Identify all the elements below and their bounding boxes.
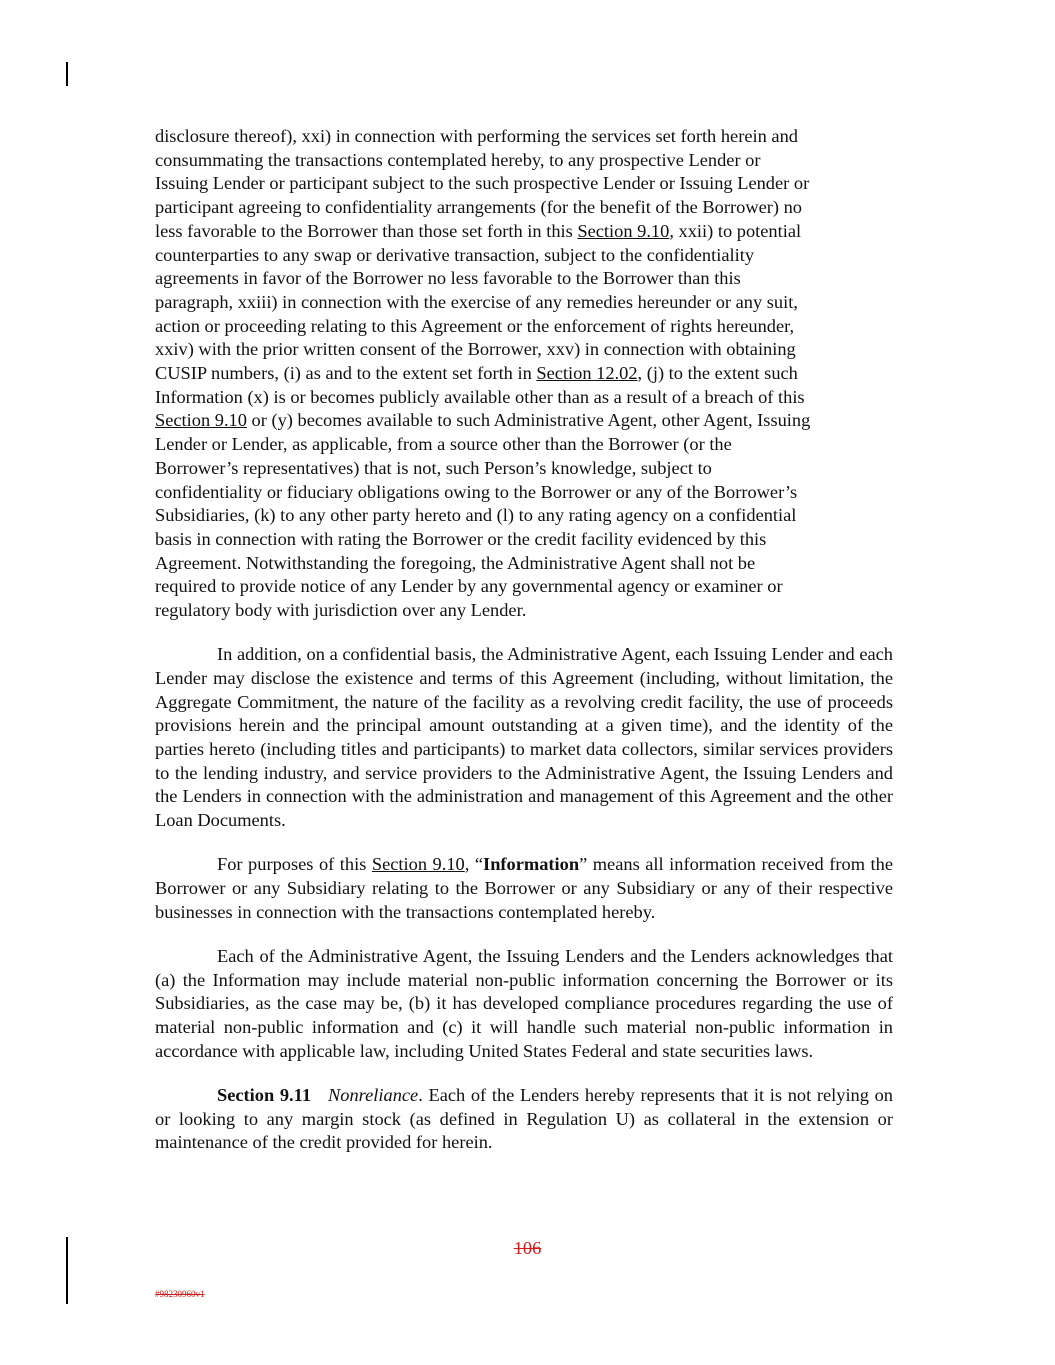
section-9-11-nonreliance [155, 1084, 893, 1155]
text-line: confidentiality or fiduciary obligations owing to the Borrower or any of the Borrower’s [155, 481, 798, 502]
text-line: Borrower’s representatives) that is not, such Person’s knowledge, subject to [155, 457, 712, 478]
text-line: Information (x) is or becomes publicly available other than as a result of a breach of this [155, 386, 805, 407]
text-line: agreements in favor of the Borrower no less favorable to the Borrower than this [155, 268, 741, 289]
text-line: Lender or Lender, as applicable, from a source other than the Borrower (or the [155, 434, 732, 455]
text-line: xxiv) with the prior written consent of the Borrower, xxv) in connection with obtaining [155, 339, 796, 360]
text-line: action or proceeding relating to this Agreement or the enforcement of rights hereunder, [155, 315, 795, 336]
text-line: Issuing Lender or participant subject to the such prospective Lender or Issuing Lender or [155, 173, 810, 194]
text-line: regulatory body with jurisdiction over any Lender. [155, 600, 527, 621]
text-run: , “ [464, 854, 484, 875]
text-line: Subsidiaries, (k) to any other party hereto and (l) to any rating agency on a confidential [155, 505, 797, 526]
paragraph-acknowledgement: Each of the Administrative Agent, the Issuing Lenders and the Lenders acknowledges that (a) the Information may include material non-public information concerning the Borrower or its Subsidiaries, as the case may be, (b) it has developed compliance procedures regarding the use of material non-public information and (c) it will handle such material non-public information in accordance with applicable law, including United States Federal and state securities laws. [155, 946, 893, 1061]
section-reference-9-10: Section 9.10 [577, 220, 670, 241]
text-line: CUSIP numbers, (i) as and to the extent set forth in [155, 363, 537, 384]
text-line: Agreement. Notwithstanding the foregoing, the Administrative Agent shall not be [155, 552, 756, 573]
text-line: , xxii) to potential [669, 220, 802, 241]
section-reference-9-10: Section 9.10 [155, 410, 247, 431]
paragraph-disclosure-list [155, 125, 893, 623]
change-bar-top [66, 62, 68, 86]
text-line: consummating the transactions contemplated hereby, to any prospective Lender or [155, 149, 761, 170]
section-reference-12-02: Section 12.02 [536, 363, 638, 384]
section-title: Nonreliance [327, 1085, 419, 1106]
paragraph-information-definition [155, 853, 893, 924]
page-number: 106 [513, 1238, 542, 1258]
document-id: #98230960v1 [155, 1289, 205, 1299]
text-line: disclosure thereof), xxi) in connection with performing the services set forth herein and [155, 126, 798, 146]
text-run: For purposes of this [217, 854, 372, 875]
text-line: participant agreeing to confidentiality arrangements (for the benefit of the Borrower) no [155, 197, 802, 218]
text-line: , (j) to the extent such [637, 363, 798, 384]
text-line: paragraph, xxiii) in connection with the exercise of any remedies hereunder or any suit, [155, 291, 798, 312]
section-body: . Each of the Lenders hereby represents that it is not relying on or looking to any margin stock (as defined in Regulation U) as collateral in the extension or maintenance of the credit provided for herein. [155, 1085, 893, 1153]
paragraph-market-data-disclosure: In addition, on a confidential basis, the Administrative Agent, each Issuing Lender and each Lender may disclose the existence and terms of this Agreement (including, without limitation, the Aggregate Commitment, the nature of the facility as a revolving credit facility, the use of proceeds provisions herein and the principal amount outstanding at a given time), and the identity of the parties hereto (including titles and participants) to market data collectors, similar services providers to the lending industry, and service providers to the Administrative Agent, the Issuing Lenders and the Lenders in connection with the administration and management of this Agreement and the other Loan Documents. [155, 644, 893, 831]
text-line: basis in connection with rating the Borrower or the credit facility evidenced by this [155, 528, 767, 549]
defined-term: Information [483, 854, 580, 875]
text-line: counterparties to any swap or derivative transaction, subject to the confidentiality [155, 244, 755, 265]
section-number: Section 9.11 [217, 1085, 312, 1106]
section-reference-9-10: Section 9.10 [371, 854, 465, 875]
text-run: ” means all information received from the Borrower or any Subsidiary relating to the Borrower or any Subsidiary or any of their respective businesses in connection with the transactions contemplated hereby. [155, 854, 893, 922]
document-body [155, 125, 893, 1176]
text-line: or (y) becomes available to such Administrative Agent, other Agent, Issuing [246, 410, 811, 431]
text-line: less favorable to the Borrower than those set forth in this [155, 220, 578, 241]
text-line: required to provide notice of any Lender by any governmental agency or examiner or [155, 576, 783, 597]
